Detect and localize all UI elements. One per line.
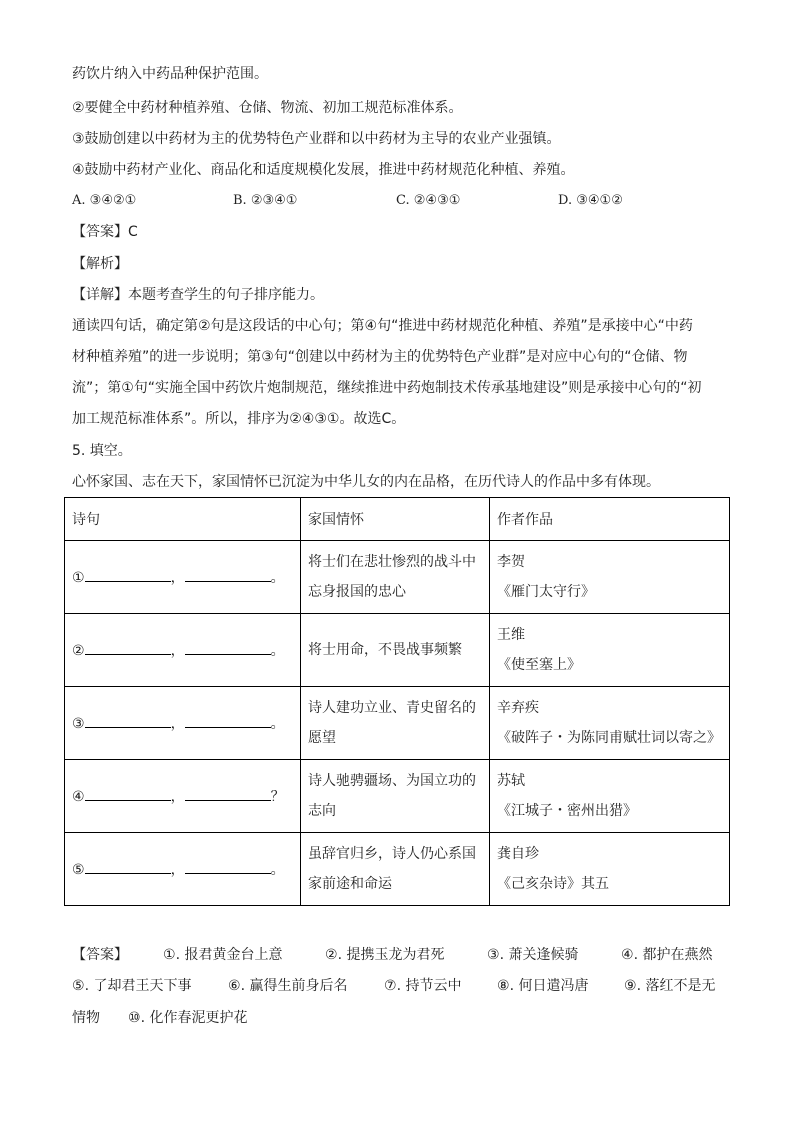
table-row	[65, 833, 730, 906]
answer-item: ⑦. 持节云中	[384, 978, 462, 994]
answer-line: 【答案】C	[72, 224, 138, 240]
answers-label: 【答案】	[72, 947, 128, 963]
blank-line[interactable]	[185, 641, 271, 655]
header-author: 作者作品	[490, 498, 730, 541]
table-row	[65, 760, 730, 833]
explanation-line: 流”；第①句“实施全国中药饮片炮制规范，继续推进中药炮制技术传承基地建设”则是承接中心句的“初	[72, 380, 702, 396]
blank-line[interactable]	[185, 568, 271, 582]
poem-blank-cell: ② ， 。	[65, 614, 301, 687]
table-row	[65, 687, 730, 760]
poem-blank-cell: ① ， 。	[65, 541, 301, 614]
question-5-title: 5. 填空。	[72, 443, 132, 459]
answer-item: ⑤. 了却君王天下事	[72, 978, 192, 994]
header-feeling: 家国情怀	[301, 498, 490, 541]
blank-line[interactable]	[85, 568, 171, 582]
poem-blank-cell: ③ ， 。	[65, 687, 301, 760]
option-b: B. ②③④①	[233, 193, 298, 208]
blank-line[interactable]	[85, 714, 171, 728]
blank-line[interactable]	[185, 860, 271, 874]
explanation-line: 材种植养殖”的进一步说明；第③句“创建以中药材为主的优势特色产业群”是对应中心句的“仓储、物	[72, 349, 688, 365]
answer-item: ⑥. 赢得生前身后名	[228, 978, 348, 994]
author-cell: 苏轼 《江城子・密州出猎》	[490, 760, 730, 833]
poem-table	[64, 497, 730, 906]
answer-continuation: 情物	[72, 1010, 100, 1026]
analysis-label: 【解析】	[72, 256, 128, 272]
answer-item: ①. 报君黄金台上意	[163, 947, 283, 963]
option-c: C. ②④③①	[396, 193, 461, 208]
explanation-line: 加工规范标准体系”。所以，排序为②④③①。故选C。	[72, 411, 406, 427]
option-d: D. ③④①②	[558, 193, 623, 208]
poem-blank-cell: ④ ， ？	[65, 760, 301, 833]
feeling-cell: 将士们在悲壮惨烈的战斗中 忘身报国的忠心	[301, 541, 490, 614]
detail-line: 【详解】本题考查学生的句子排序能力。	[72, 287, 324, 303]
question-5-intro: 心怀家国、志在天下，家国情怀已沉淀为中华儿女的内在品格，在历代诗人的作品中多有体现。	[72, 474, 660, 490]
answer-item: ③. 萧关逢候骑	[487, 947, 579, 963]
blank-line[interactable]	[85, 787, 171, 801]
answer-item: ⑩. 化作春泥更护花	[128, 1010, 248, 1026]
feeling-cell: 将士用命，不畏战事频繁	[301, 614, 490, 687]
sentence-item-2: ②要健全中药材种植养殖、仓储、物流、初加工规范标准体系。	[72, 100, 463, 116]
feeling-cell: 诗人驰骋疆场、为国立功的 志向	[301, 760, 490, 833]
text-line: 药饮片纳入中药品种保护范围。	[72, 66, 268, 82]
blank-line[interactable]	[85, 860, 171, 874]
table-row	[65, 541, 730, 614]
explanation-line: 通读四句话，确定第②句是这段话的中心句；第④句“推进中药材规范化种植、养殖”是承接中心“中药	[72, 318, 693, 334]
sentence-item-3: ③鼓励创建以中药材为主的优势特色产业群和以中药材为主导的农业产业强镇。	[72, 131, 561, 147]
answer-item: ④. 都护在燕然	[621, 947, 713, 963]
author-cell: 龚自珍 《己亥杂诗》其五	[490, 833, 730, 906]
blank-line[interactable]	[185, 714, 271, 728]
author-cell: 辛弃疾 《破阵子・为陈同甫赋壮词以寄之》	[490, 687, 730, 760]
sentence-item-4: ④鼓励中药材产业化、商品化和适度规模化发展，推进中药材规范化种植、养殖。	[72, 162, 575, 178]
table-row	[65, 614, 730, 687]
author-cell: 李贺 《雁门太守行》	[490, 541, 730, 614]
feeling-cell: 虽辞官归乡，诗人仍心系国 家前途和命运	[301, 833, 490, 906]
option-a: A. ③④②①	[72, 193, 137, 208]
answer-item: ⑧. 何日遣冯唐	[497, 978, 589, 994]
author-cell: 王维 《使至塞上》	[490, 614, 730, 687]
feeling-cell: 诗人建功立业、青史留名的 愿望	[301, 687, 490, 760]
answer-item: ⑨. 落红不是无	[624, 978, 716, 994]
blank-line[interactable]	[85, 641, 171, 655]
answer-item: ②. 提携玉龙为君死	[325, 947, 445, 963]
header-poem: 诗句	[65, 498, 301, 541]
poem-blank-cell: ⑤ ， 。	[65, 833, 301, 906]
blank-line[interactable]	[185, 787, 271, 801]
